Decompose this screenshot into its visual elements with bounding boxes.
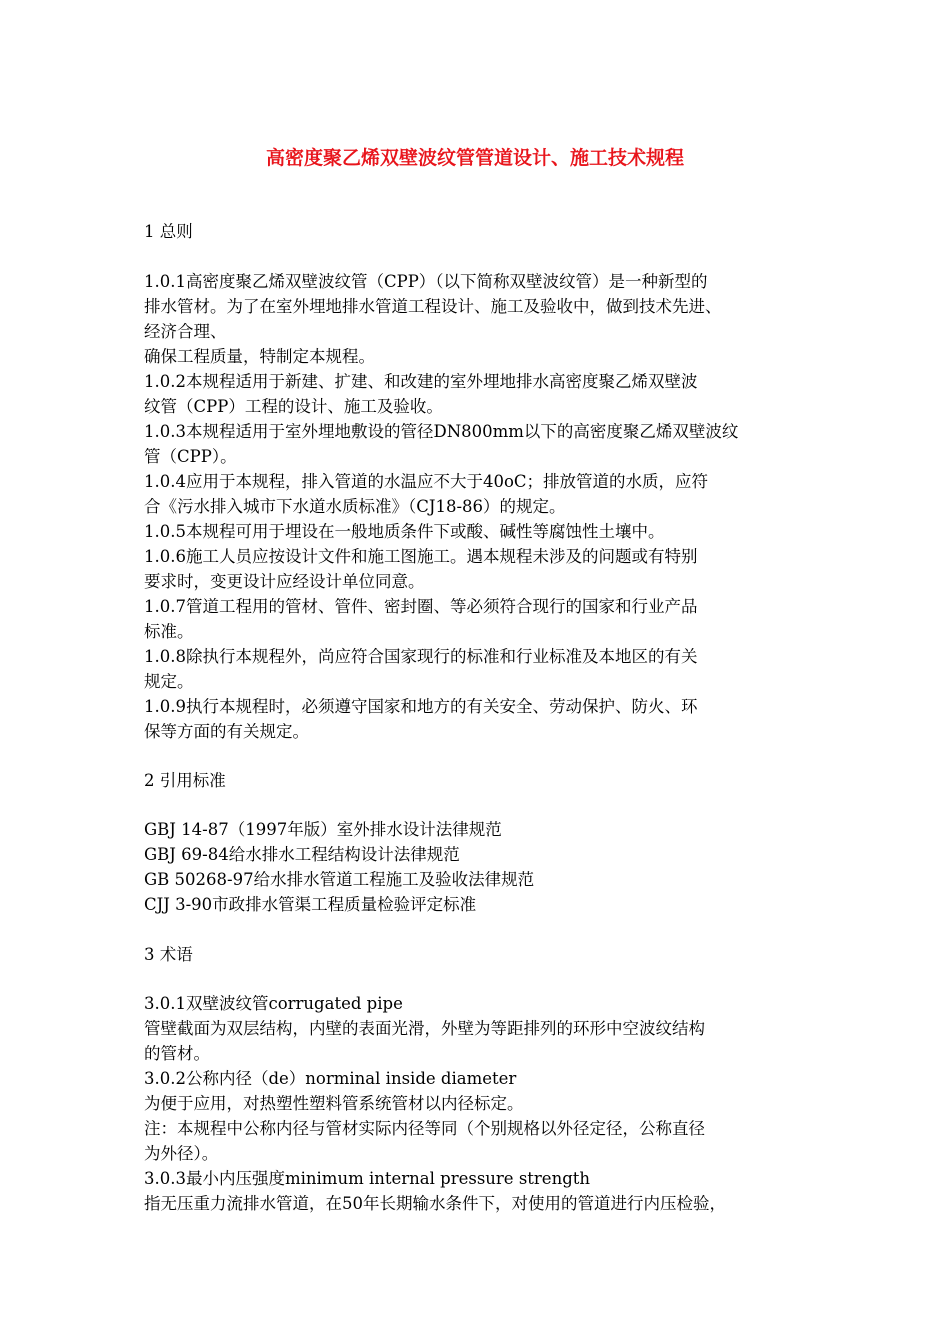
text-line: 1.0.7管道工程用的管材、管件、密封圈、等必须符合现行的国家和行业产品 (144, 597, 698, 616)
text-line: 1.0.5本规程可用于埋设在一般地质条件下或酸、碱性等腐蚀性土壤中。 (144, 522, 665, 541)
text-line: 标准。 (144, 622, 194, 641)
text-line: 经济合理、 (144, 322, 227, 341)
text-line: 为便于应用，对热塑性塑料管系统管材以内径标定。 (144, 1094, 524, 1113)
text-line: 1.0.8除执行本规程外，尚应符合国家现行的标准和行业标准及本地区的有关 (144, 647, 698, 666)
text-line: 要求时，变更设计应经设计单位同意。 (144, 572, 425, 591)
text-line: 注：本规程中公称内径与管材实际内径等同（个别规格以外径定径，公称直径 (144, 1119, 705, 1138)
text-line: 管壁截面为双层结构，内壁的表面光滑，外壁为等距排列的环形中空波纹结构 (144, 1019, 705, 1038)
text-line: 3.0.1双壁波纹管corrugated pipe (144, 994, 403, 1013)
text-line: 1.0.6施工人员应按设计文件和施工图施工。遇本规程未涉及的问题或有特别 (144, 547, 698, 566)
text-line: 1.0.2本规程适用于新建、扩建、和改建的室外埋地排水高密度聚乙烯双壁波 (144, 372, 698, 391)
text-line: 规定。 (144, 672, 194, 691)
text-line: 3.0.3最小内压强度minimum internal pressure strength (144, 1169, 591, 1188)
text-line: 排水管材。为了在室外埋地排水管道工程设计、施工及验收中，做到技术先进、 (144, 297, 722, 316)
text-line: 1.0.1高密度聚乙烯双壁波纹管（CPP）（以下简称双壁波纹管）是一种新型的 (144, 272, 708, 291)
text-line: 管（CPP）。 (144, 447, 237, 466)
text-line: 1.0.3本规程适用于室外埋地敷设的管径DN800mm以下的高密度聚乙烯双壁波纹 (144, 422, 739, 441)
document-title: 高密度聚乙烯双壁波纹管管道设计、施工技术规程 (265, 147, 684, 169)
text-line: 合《污水排入城市下水道水质标准》（CJ18-86）的规定。 (144, 497, 566, 516)
text-line: 纹管（CPP）工程的设计、施工及验收。 (144, 397, 443, 416)
text-line: 指无压重力流排水管道，在50年长期输水条件下，对使用的管道进行内压检验， (144, 1194, 726, 1213)
text-line: GB 50268-97给水排水管道工程施工及验收法律规范 (144, 870, 535, 889)
text-line: GBJ 69-84给水排水工程结构设计法律规范 (144, 845, 460, 864)
text-line: 为外径）。 (144, 1144, 219, 1163)
section-heading-terms: 3 术语 (144, 945, 193, 964)
text-line: 1.0.9执行本规程时，必须遵守国家和地方的有关安全、劳动保护、防火、环 (144, 697, 698, 716)
text-line: 1.0.4应用于本规程，排入管道的水温应不大于40oC；排放管道的水质，应符 (144, 472, 709, 491)
text-line: GBJ 14-87（1997年版）室外排水设计法律规范 (144, 820, 502, 839)
section-heading-general: 1 总则 (144, 222, 193, 241)
text-line: CJJ 3-90市政排水管渠工程质量检验评定标准 (144, 895, 477, 914)
text-line: 确保工程质量，特制定本规程。 (144, 347, 375, 366)
text-line: 3.0.2公称内径（de）norminal inside diameter (144, 1069, 517, 1088)
text-line: 保等方面的有关规定。 (144, 722, 309, 741)
text-line: 的管材。 (144, 1044, 210, 1063)
section-heading-references: 2 引用标准 (144, 771, 226, 790)
